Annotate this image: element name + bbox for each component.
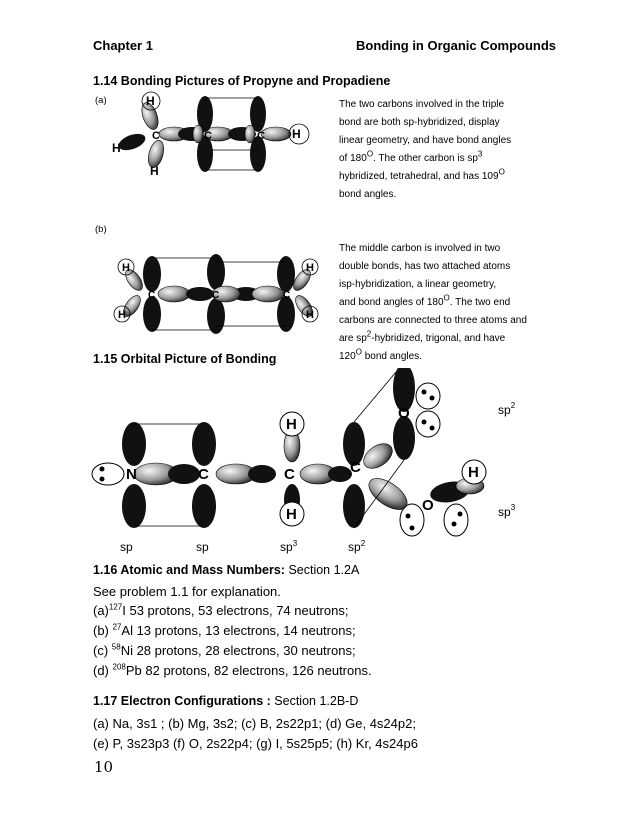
page-number: 10 xyxy=(94,758,114,776)
svg-text:C: C xyxy=(283,290,291,301)
hyb-label-c1: sp xyxy=(196,540,209,554)
svg-text:C: C xyxy=(204,130,212,142)
svg-text:O: O xyxy=(398,405,410,422)
propyne-sigma-lobes xyxy=(159,127,291,141)
chapter-label: Chapter 1 xyxy=(93,38,153,53)
svg-text:O: O xyxy=(422,497,434,514)
section-1-16-ref: Section 1.2A xyxy=(284,563,360,577)
svg-text:H: H xyxy=(468,464,479,481)
svg-text:H: H xyxy=(306,309,314,321)
section-1-17-title: 1.17 Electron Configurations : xyxy=(93,694,271,708)
electron-config-line-1: (a) Na, 3s1 ; (b) Mg, 3s2; (c) B, 2s22p1; (d) Ge, 4s24p2; xyxy=(93,716,416,731)
isotope-item: $(a)^{127}I$ 53 protons, 53 electrons, 74 neutrons; xyxy=(93,602,349,618)
isotope-item: (d) $^{208}$Pb 82 protons, 82 electrons, 126 neutrons. xyxy=(93,662,372,678)
n-p-orbital-bottom xyxy=(122,484,146,528)
svg-text:C: C xyxy=(257,130,265,142)
svg-text:H: H xyxy=(122,262,130,274)
hyb-label-c2: $sp^3$ xyxy=(280,539,298,554)
svg-text:C: C xyxy=(148,290,156,301)
hyb-label-n: sp xyxy=(120,540,133,554)
part-b-label: (b) xyxy=(95,224,107,235)
isotope-item: (b) $^{27}$Al 13 protons, 13 electrons, 14 neutrons; xyxy=(93,622,356,638)
hyb-label-c3: $sp^2$ xyxy=(348,539,366,554)
svg-text:H: H xyxy=(112,141,121,155)
section-1-17-heading xyxy=(93,694,358,708)
svg-text:H: H xyxy=(118,309,126,321)
propyne-diagram xyxy=(100,90,325,182)
svg-text:C: C xyxy=(284,466,295,483)
propadiene-explanation: The middle carbon is involved in two double bonds, has two attached atoms isp-hybridization, a linear geometry, and bond angles of $180^O$. The two end carbons are connected to three atoms and are $sp^2$-hybridized, trigonal, and have $120^O$ bond angles. xyxy=(339,243,527,362)
part-a-label: (a) xyxy=(95,95,107,106)
n-p-orbital-top xyxy=(122,422,146,466)
n-lone-pair xyxy=(92,463,124,485)
propyne-explanation: The two carbons involved in the triple bond are both sp-hybridized, display linear geometry, and have bond angles of $180^O$. The other carbon is $sp^3$ hybridized, tetrahedral, and has $109^O$ bond angles. xyxy=(339,99,512,200)
svg-text:H: H xyxy=(286,506,297,523)
section-1-17-ref: Section 1.2B-D xyxy=(270,694,359,708)
svg-text:sp2: $sp^2$ xyxy=(498,401,516,417)
propadiene-diagram xyxy=(108,248,330,338)
section-1-15-title: 1.15 Orbital Picture of Bonding xyxy=(93,352,277,366)
chapter-title: Bonding in Organic Compounds xyxy=(356,38,557,53)
svg-text:H: H xyxy=(292,127,301,141)
section-1-16-title: 1.16 Atomic and Mass Numbers: xyxy=(93,563,285,577)
svg-text:H: H xyxy=(286,416,297,433)
orbital-hybridization-side-labels xyxy=(498,401,516,519)
isotope-item: (c) $^{58}$Ni 28 protons, 28 electrons, 30 neutrons; xyxy=(93,642,356,658)
svg-text:N: N xyxy=(126,466,137,483)
svg-text:C: C xyxy=(350,459,361,476)
orbital-picture-diagram xyxy=(86,368,548,558)
section-1-14-title: 1.14 Bonding Pictures of Propyne and Propadiene xyxy=(93,74,391,88)
svg-text:H: H xyxy=(306,262,314,274)
svg-text:H: H xyxy=(146,94,155,108)
svg-text:C: C xyxy=(198,466,209,483)
see-problem-note: See problem 1.1 for explanation. xyxy=(93,584,281,599)
svg-text:sp3: $sp^3$ xyxy=(498,503,516,519)
isotope-list xyxy=(93,601,573,681)
svg-text:C: C xyxy=(152,130,160,142)
section-1-16-heading xyxy=(93,563,359,577)
electron-config-line-2: (e) P, 3s23p3 (f) O, 2s22p4; (g) I, 5s25p5; (h) Kr, 4s24p6 xyxy=(93,736,418,751)
svg-text:H: H xyxy=(150,164,159,178)
svg-text:C: C xyxy=(212,290,220,301)
